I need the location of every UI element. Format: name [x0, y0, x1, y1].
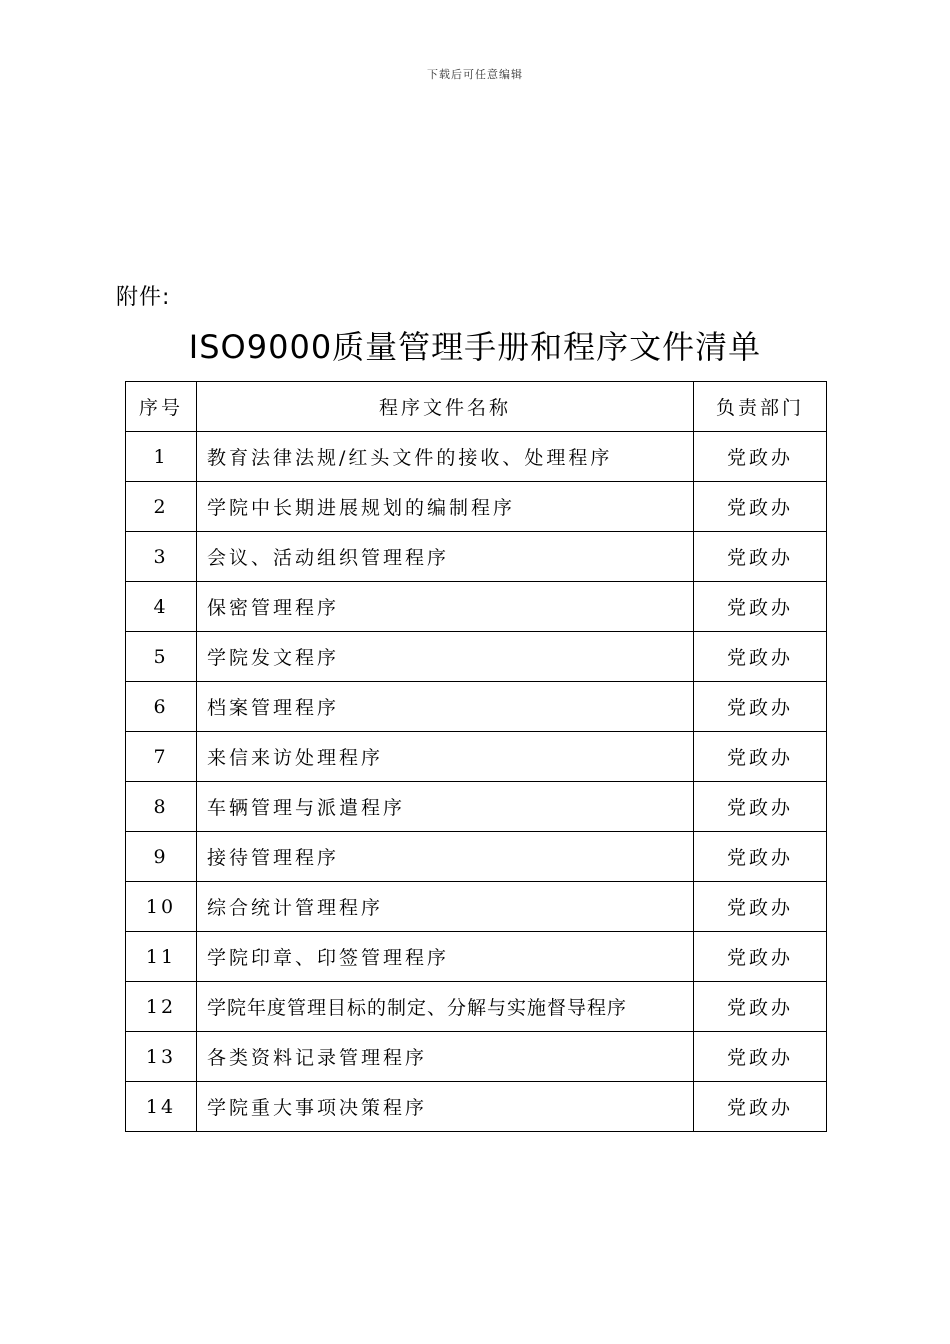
row-dept: 党政办	[694, 882, 827, 932]
row-name: 学院印章、印签管理程序	[197, 932, 694, 982]
row-name: 档案管理程序	[197, 682, 694, 732]
table-row	[126, 932, 827, 982]
row-name: 会议、活动组织管理程序	[197, 532, 694, 582]
header-note: 下载后可任意编辑	[427, 68, 523, 81]
row-no: 7	[126, 732, 197, 782]
row-dept: 党政办	[694, 632, 827, 682]
row-no: 9	[126, 832, 197, 882]
row-no: 13	[126, 1032, 197, 1082]
row-dept: 党政办	[694, 482, 827, 532]
table-row	[126, 582, 827, 632]
row-dept: 党政办	[694, 732, 827, 782]
row-name: 来信来访处理程序	[197, 732, 694, 782]
row-no: 1	[126, 432, 197, 482]
table-row	[126, 632, 827, 682]
table-row	[126, 1082, 827, 1132]
row-dept: 党政办	[694, 1032, 827, 1082]
table-row	[126, 1032, 827, 1082]
row-name: 综合统计管理程序	[197, 882, 694, 932]
row-dept: 党政办	[694, 982, 827, 1032]
table-row	[126, 882, 827, 932]
header-name: 程序文件名称	[197, 382, 694, 432]
row-name: 学院重大事项决策程序	[197, 1082, 694, 1132]
table-row	[126, 732, 827, 782]
attachment-label: 附件:	[116, 285, 171, 310]
table-row	[126, 432, 827, 482]
procedure-table	[125, 381, 827, 1132]
row-dept: 党政办	[694, 932, 827, 982]
row-no: 8	[126, 782, 197, 832]
row-no: 3	[126, 532, 197, 582]
table-row	[126, 782, 827, 832]
row-name: 学院发文程序	[197, 632, 694, 682]
row-name: 车辆管理与派遣程序	[197, 782, 694, 832]
table-row	[126, 682, 827, 732]
table-row	[126, 532, 827, 582]
row-dept: 党政办	[694, 582, 827, 632]
row-no: 5	[126, 632, 197, 682]
table-header-row	[126, 382, 827, 432]
header-dept: 负责部门	[694, 382, 827, 432]
row-dept: 党政办	[694, 432, 827, 482]
row-dept: 党政办	[694, 782, 827, 832]
row-name: 接待管理程序	[197, 832, 694, 882]
row-no: 14	[126, 1082, 197, 1132]
row-name: 学院年度管理目标的制定、分解与实施督导程序	[197, 982, 694, 1032]
table-row	[126, 982, 827, 1032]
row-name: 教育法律法规/红头文件的接收、处理程序	[197, 432, 694, 482]
row-no: 4	[126, 582, 197, 632]
document-title: ISO9000质量管理手册和程序文件清单	[188, 328, 762, 366]
header-no: 序号	[126, 382, 197, 432]
row-dept: 党政办	[694, 682, 827, 732]
row-name: 各类资料记录管理程序	[197, 1032, 694, 1082]
table-row	[126, 482, 827, 532]
table-row	[126, 832, 827, 882]
row-no: 6	[126, 682, 197, 732]
row-dept: 党政办	[694, 532, 827, 582]
row-name: 学院中长期进展规划的编制程序	[197, 482, 694, 532]
row-no: 2	[126, 482, 197, 532]
row-no: 12	[126, 982, 197, 1032]
row-dept: 党政办	[694, 832, 827, 882]
row-no: 11	[126, 932, 197, 982]
row-dept: 党政办	[694, 1082, 827, 1132]
row-name: 保密管理程序	[197, 582, 694, 632]
row-no: 10	[126, 882, 197, 932]
